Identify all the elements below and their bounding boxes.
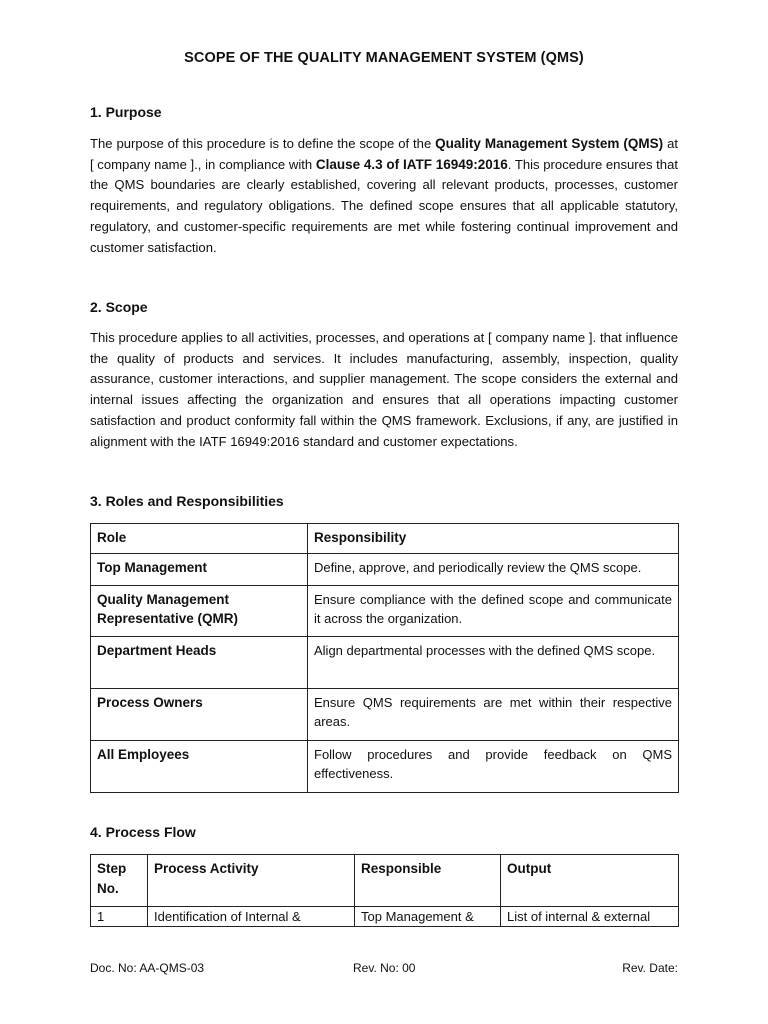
responsibility-cell: Ensure QMS requirements are met within their respective areas. (308, 688, 679, 740)
roles-header-responsibility: Responsibility (308, 524, 679, 554)
process-header-step: Step No. (91, 855, 148, 907)
purpose-paragraph (90, 134, 678, 258)
purpose-text-a: The purpose of this procedure is to define the scope of the (90, 136, 436, 151)
scope-paragraph: This procedure applies to all activities, processes, and operations at [ company name ]. that influence the quality of products and services. It includes manufacturing, assembly, inspection, quality assurance, customer interactions, and supplier management. The scope considers the external and internal issues affecting the organization and ensures that all operations impacting customer satisfaction and product conformity fall within the QMS framework. Exclusions, if any, are justified in alignment with the IATF 16949:2016 standard and customer expectations. (90, 330, 678, 449)
process-header-responsible: Responsible (355, 855, 501, 907)
roles-table (90, 523, 679, 793)
role-cell: Process Owners (91, 688, 308, 740)
scope-heading: 2. Scope (90, 299, 148, 315)
process-flow-header-row (91, 855, 679, 907)
process-header-output: Output (501, 855, 679, 907)
role-cell: Top Management (91, 553, 308, 585)
process-header-activity: Process Activity (148, 855, 355, 907)
roles-header-row (91, 524, 679, 554)
footer-doc-no: Doc. No: AA-QMS-03 (90, 961, 205, 975)
table-row (91, 688, 679, 740)
roles-header-role: Role (91, 524, 308, 554)
output-cell: List of internal & external (501, 907, 679, 927)
purpose-text-c: . This procedure ensures that the QMS boundaries are clearly established, covering all relevant products, processes, customer requirements, and regulatory obligations. The defined scope ensures that all applicable statutory, regulatory, and customer-specific requirements are met while fostering continual improvement and customer satisfaction. (90, 156, 678, 255)
responsibility-cell: Align departmental processes with the defined QMS scope. (308, 636, 679, 688)
purpose-bold-qms: Quality Management System (QMS) (435, 136, 664, 151)
responsibility-cell: Follow procedures and provide feedback on QMS effectiveness. (308, 740, 679, 792)
role-cell: Department Heads (91, 636, 308, 688)
table-row (91, 907, 679, 927)
process-flow-heading: 4. Process Flow (90, 824, 196, 840)
footer-rev-no: Rev. No: 00 (353, 961, 416, 975)
table-row (91, 636, 679, 688)
process-flow-table (90, 854, 679, 927)
step-cell: 1 (91, 907, 148, 927)
table-row (91, 585, 679, 636)
activity-cell: Identification of Internal & (148, 907, 355, 927)
document-title: SCOPE OF THE QUALITY MANAGEMENT SYSTEM (QMS) (184, 50, 584, 66)
responsible-cell: Top Management & (355, 907, 501, 927)
role-cell: Quality Management Representative (QMR) (91, 585, 308, 636)
purpose-bold-clause: Clause 4.3 of IATF 16949:2016 (315, 156, 508, 172)
table-row (91, 553, 679, 585)
responsibility-cell: Ensure compliance with the defined scope and communicate it across the organization. (308, 585, 679, 636)
roles-heading: 3. Roles and Responsibilities (90, 493, 284, 509)
purpose-heading: 1. Purpose (90, 104, 162, 120)
table-row (91, 740, 679, 792)
purpose-text-b: at [ company name ]., in compliance with (90, 136, 678, 172)
responsibility-cell: Define, approve, and periodically review the QMS scope. (308, 553, 679, 585)
role-cell: All Employees (91, 740, 308, 792)
footer-rev-date: Rev. Date: (622, 961, 678, 975)
page-footer (90, 961, 678, 979)
